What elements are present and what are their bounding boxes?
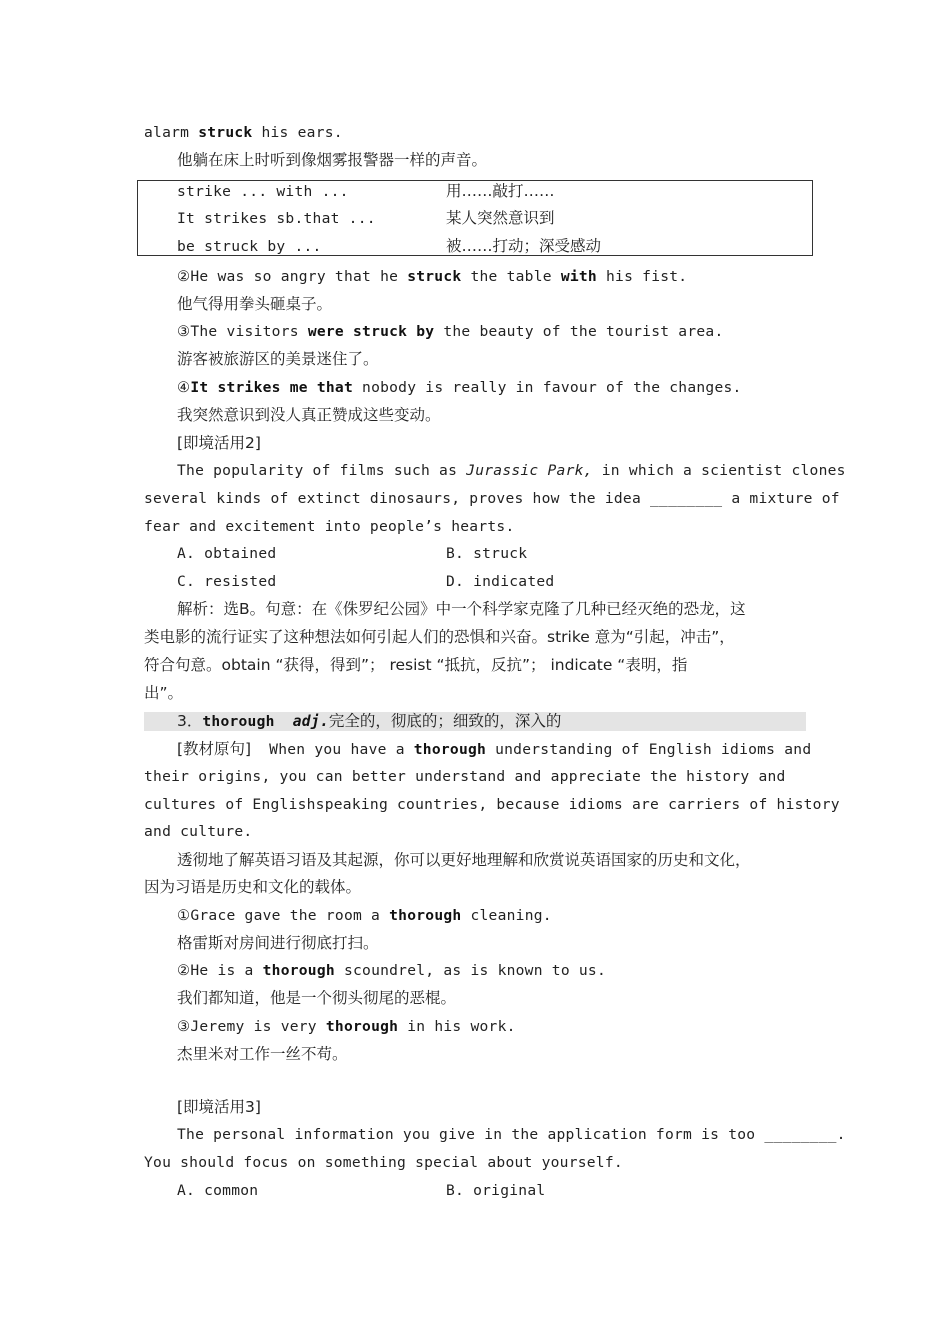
textbook-original-line: cultures of Englishspeaking countries, because idioms are carriers of history: [144, 796, 840, 813]
question-line: The personal information you give in the application form is too ________.: [177, 1126, 846, 1143]
question-line: The popularity of films such as Jurassic Park, in which a scientist clones: [177, 462, 846, 479]
example-sentence: ①Grace gave the room a thorough cleaning.: [177, 907, 552, 924]
answer-explanation: 符合句意。obtain “获得，得到”； resist “抵抗，反抗”； indicate “表明，指: [144, 656, 688, 674]
textbook-translation: 透彻地了解英语习语及其起源，你可以更好地理解和欣赏说英语国家的历史和文化，: [177, 851, 751, 869]
example-translation: 格雷斯对房间进行彻底打扫。: [177, 934, 379, 952]
example-translation: 他气得用拳头砸桌子。: [177, 295, 333, 313]
example-translation: 他躺在床上时听到像烟雾报警器一样的声音。: [177, 151, 488, 169]
textbook-original-line: their origins, you can better understand and appreciate the history and: [144, 768, 786, 785]
example-sentence: ③The visitors were struck by the beauty of the tourist area.: [177, 323, 724, 340]
question-line: several kinds of extinct dinosaurs, proves how the idea ________ a mixture of: [144, 490, 840, 507]
example-sentence: ②He is a thorough scoundrel, as is known to us.: [177, 962, 607, 979]
option-b: B. struck: [446, 545, 528, 562]
textbook-original-line: and culture.: [144, 823, 253, 840]
exercise-label: [即境活用3]: [177, 1098, 261, 1116]
phrase-en: strike ... with ...: [177, 183, 349, 200]
example-translation: 我突然意识到没人真正赞成这些变动。: [177, 406, 441, 424]
exercise-label: [即境活用2]: [177, 434, 261, 452]
option-a: A. obtained: [177, 545, 277, 562]
example-sentence: ②He was so angry that he struck the table with his fist.: [177, 268, 688, 285]
option-a: A. common: [177, 1182, 259, 1199]
question-line: fear and excitement into people’s hearts.: [144, 518, 515, 535]
answer-explanation: 出”。: [144, 684, 184, 702]
section-heading: 3．thorough adj.完全的，彻底的；细致的，深入的: [177, 712, 562, 730]
question-line: You should focus on something special about yourself.: [144, 1154, 623, 1171]
option-b: B. original: [446, 1182, 546, 1199]
answer-explanation: 类电影的流行证实了这种想法如何引起人们的恐惧和兴奋。strike 意为“引起，冲击”，: [144, 628, 735, 646]
example-translation: 游客被旅游区的美景迷住了。: [177, 350, 379, 368]
example-translation: 我们都知道，他是一个彻头彻尾的恶棍。: [177, 989, 457, 1007]
answer-explanation: 解析：选B。句意：在《侏罗纪公园》中一个科学家克隆了几种已经灭绝的恐龙，这: [177, 600, 746, 618]
phrase-en: be struck by ...: [177, 238, 322, 255]
option-c: C. resisted: [177, 573, 277, 590]
phrase-cn: 用……敲打……: [446, 182, 555, 200]
example-sentence: ③Jeremy is very thorough in his work.: [177, 1018, 516, 1035]
example-continuation-line: alarm struck his ears.: [144, 124, 343, 141]
phrase-en: It strikes sb.that ...: [177, 210, 376, 227]
textbook-original-line: [教材原句] When you have a thorough understanding of English idioms and: [177, 740, 812, 758]
phrase-cn: 某人突然意识到: [446, 209, 555, 227]
example-translation: 杰里米对工作一丝不苟。: [177, 1045, 348, 1063]
option-d: D. indicated: [446, 573, 555, 590]
example-sentence: ④It strikes me that nobody is really in favour of the changes.: [177, 379, 742, 396]
textbook-translation: 因为习语是历史和文化的载体。: [144, 878, 362, 896]
phrase-cn: 被……打动；深受感动: [446, 237, 602, 255]
